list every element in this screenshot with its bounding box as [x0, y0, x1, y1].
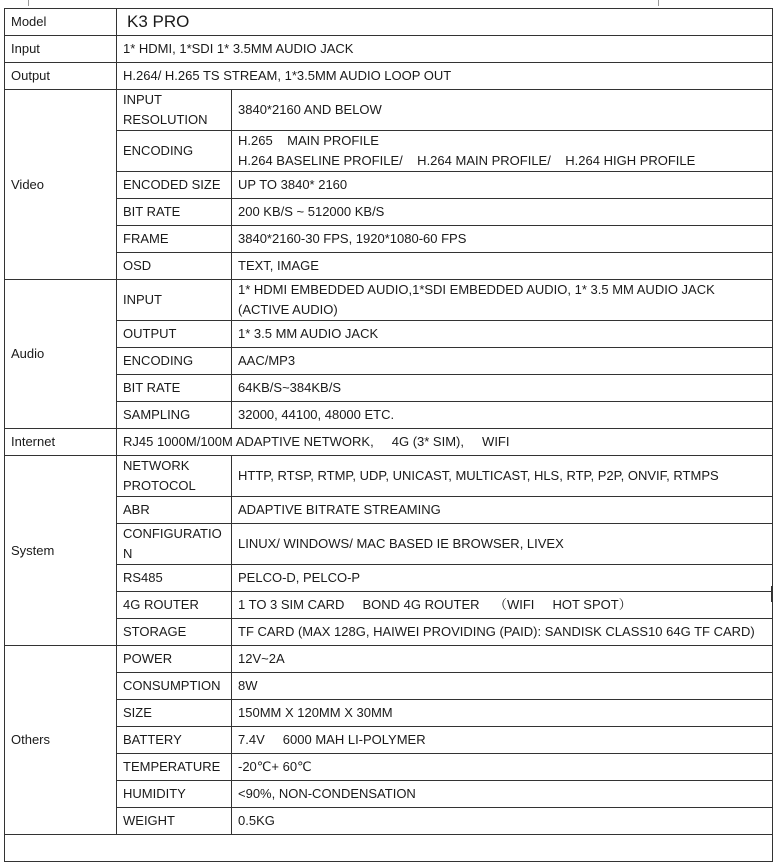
table-row [5, 754, 773, 781]
spec-value: 1* 3.5 MM AUDIO JACK [232, 321, 773, 348]
audio-label: Audio [5, 280, 117, 429]
spec-name: OUTPUT [117, 321, 232, 348]
spec-table [4, 8, 773, 862]
spec-name: TEMPERATURE [117, 754, 232, 781]
spec-value: 12V~2A [232, 646, 773, 673]
input-label: Input [5, 36, 117, 63]
spec-name: ABR [117, 497, 232, 524]
spec-value: UP TO 3840* 2160 [232, 172, 773, 199]
model-label: Model [5, 9, 117, 36]
table-row [5, 348, 773, 375]
output-label: Output [5, 63, 117, 90]
spec-name: 4G ROUTER [117, 592, 232, 619]
spec-name: RS485 [117, 565, 232, 592]
spec-name: ENCODING [117, 348, 232, 375]
spec-value: PELCO-D, PELCO-P [232, 565, 773, 592]
table-row [5, 280, 773, 321]
internet-value: RJ45 1000M/100M ADAPTIVE NETWORK, 4G (3* SIM), WIFI [117, 429, 773, 456]
spec-value: LINUX/ WINDOWS/ MAC BASED IE BROWSER, LIVEX [232, 524, 773, 565]
model-value: K3 PRO [117, 9, 773, 36]
table-row [5, 321, 773, 348]
spec-name: NETWORK PROTOCOL [117, 456, 232, 497]
spec-value: 3840*2160 AND BELOW [232, 90, 773, 131]
video-label: Video [5, 90, 117, 280]
spec-value: ADAPTIVE BITRATE STREAMING [232, 497, 773, 524]
spec-name: OSD [117, 253, 232, 280]
spec-value: 64KB/S~384KB/S [232, 375, 773, 402]
spec-value: 150MM X 120MM X 30MM [232, 700, 773, 727]
table-row [5, 727, 773, 754]
spec-name: POWER [117, 646, 232, 673]
encoding-line-2: H.264 BASELINE PROFILE/ H.264 MAIN PROFILE/ H.264 HIGH PROFILE [238, 153, 696, 168]
empty-row [5, 835, 773, 862]
others-label: Others [5, 646, 117, 835]
table-row [5, 781, 773, 808]
table-row [5, 646, 773, 673]
spec-name: CONSUMPTION [117, 673, 232, 700]
table-row [5, 131, 773, 172]
row-internet [5, 429, 773, 456]
table-row [5, 172, 773, 199]
table-row [5, 592, 773, 619]
table-row [5, 565, 773, 592]
row-input [5, 36, 773, 63]
crop-mark-right [658, 0, 659, 6]
encoding-line-1: H.265 MAIN PROFILE [238, 133, 379, 148]
spec-value: HTTP, RTSP, RTMP, UDP, UNICAST, MULTICAST, HLS, RTP, P2P, ONVIF, RTMPS [232, 456, 773, 497]
spec-name: FRAME [117, 226, 232, 253]
internet-label: Internet [5, 429, 117, 456]
empty-cell [5, 835, 773, 862]
spec-name: BIT RATE [117, 375, 232, 402]
table-row [5, 199, 773, 226]
spec-value [232, 131, 773, 172]
spec-value: 3840*2160-30 FPS, 1920*1080-60 FPS [232, 226, 773, 253]
table-row [5, 402, 773, 429]
spec-value: 8W [232, 673, 773, 700]
table-row [5, 524, 773, 565]
spec-name: ENCODED SIZE [117, 172, 232, 199]
table-row [5, 700, 773, 727]
spec-value: 7.4V 6000 MAH LI-POLYMER [232, 727, 773, 754]
spec-value: 1 TO 3 SIM CARD BOND 4G ROUTER （WIFI HOT SPOT） [232, 592, 773, 619]
spec-name: SIZE [117, 700, 232, 727]
table-row [5, 673, 773, 700]
spec-name: INPUT [117, 280, 232, 321]
spec-name: ENCODING [117, 131, 232, 172]
spec-value: TEXT, IMAGE [232, 253, 773, 280]
spec-name: INPUT RESOLUTION [117, 90, 232, 131]
input-value: 1* HDMI, 1*SDI 1* 3.5MM AUDIO JACK [117, 36, 773, 63]
spec-name: HUMIDITY [117, 781, 232, 808]
crop-mark-left [28, 0, 29, 6]
spec-value: <90%, NON-CONDENSATION [232, 781, 773, 808]
table-row [5, 497, 773, 524]
spec-name: BIT RATE [117, 199, 232, 226]
row-model [5, 9, 773, 36]
spec-value: 1* HDMI EMBEDDED AUDIO,1*SDI EMBEDDED AUDIO, 1* 3.5 MM AUDIO JACK (ACTIVE AUDIO) [232, 280, 773, 321]
spec-value: 200 KB/S ~ 512000 KB/S [232, 199, 773, 226]
table-row [5, 375, 773, 402]
table-row [5, 619, 773, 646]
table-row [5, 253, 773, 280]
spec-name: STORAGE [117, 619, 232, 646]
table-row [5, 90, 773, 131]
spec-value: 32000, 44100, 48000 ETC. [232, 402, 773, 429]
spec-value: TF CARD (MAX 128G, HAIWEI PROVIDING (PAID): SANDISK CLASS10 64G TF CARD) [232, 619, 773, 646]
output-value: H.264/ H.265 TS STREAM, 1*3.5MM AUDIO LOOP OUT [117, 63, 773, 90]
row-output [5, 63, 773, 90]
table-row [5, 226, 773, 253]
spec-value: 0.5KG [232, 808, 773, 835]
spec-name: BATTERY [117, 727, 232, 754]
spec-name: CONFIGURATION [117, 524, 232, 565]
spec-value: AAC/MP3 [232, 348, 773, 375]
table-row [5, 456, 773, 497]
table-row [5, 808, 773, 835]
system-label: System [5, 456, 117, 646]
spec-value: -20℃+ 60℃ [232, 754, 773, 781]
spec-name: SAMPLING [117, 402, 232, 429]
spec-name: WEIGHT [117, 808, 232, 835]
